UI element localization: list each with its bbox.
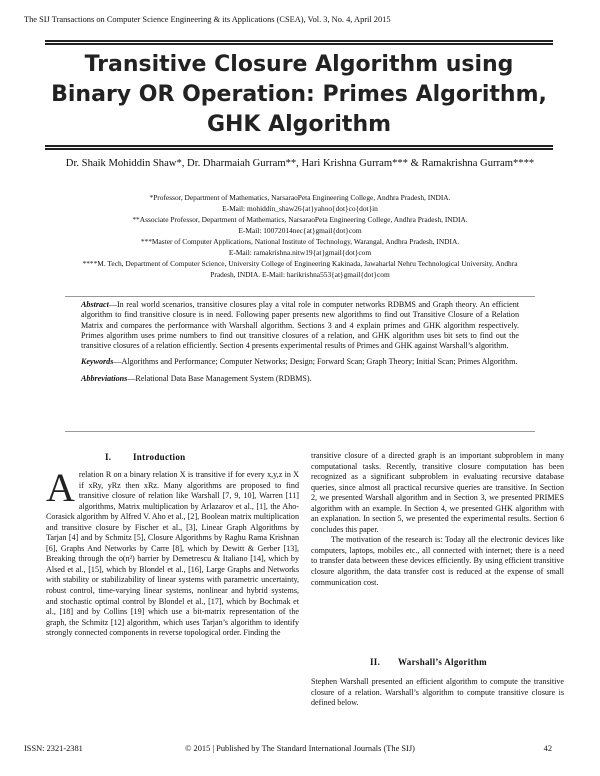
left-column — [46, 465, 299, 639]
affiliations — [70, 192, 530, 280]
warshall-paragraph-1: Stephen Warshall presented an efficient algorithm to compute the transitive closure of a relation. Warshall’s algorithm to compute transitive closure is defined below. — [311, 677, 564, 708]
keywords-text: —Algorithms and Performance; Computer Networks; Design; Forward Scan; Graph Theory; Initial Scan; Primes Algorithm. — [113, 357, 518, 367]
keywords — [81, 357, 519, 367]
section-heading-warshall — [370, 657, 487, 667]
drop-cap: A — [46, 465, 75, 510]
footer-issn: ISSN: 2321-2381 — [24, 744, 83, 753]
affiliation-3 — [70, 236, 530, 258]
abbreviations — [81, 374, 519, 384]
authors: Dr. Shaik Mohiddin Shaw*, Dr. Dharmaiah Gurram**, Hari Krishna Gurram*** & Ramakrishna Gurram**** — [65, 158, 535, 169]
abbreviations-text: —Relational Data Base Management System (RDBMS). — [127, 373, 312, 383]
affiliation-email: E-Mail: ramakrishna.nitw19{at}gmail{dot}com — [228, 248, 372, 257]
page-number: 42 — [543, 744, 552, 753]
intro-paragraph-3: The motivation of the research is: Today all the electronic devices like computers, laptops, mobiles etc., all connected with internet; there is a need to transfer data between these devices efficiently. By using efficient transitive closure algorithm, the data transfer cost is reduced at the expense of small communication cost. — [311, 535, 564, 587]
paper-title: Transitive Closure Algorithm using Binary OR Operation: Primes Algorithm, GHK Algorithm — [51, 52, 547, 137]
abstract-text: —In real world scenarios, transitive closures play a vital role in computer networks RDBMS and Graph theory. An efficient algorithm to find transitive closure is in need. Following paper presents new algorithms to find out Transitive Closure of a Relation Matrix and compares the performance with Warshall algorithm. Sections 3 and 4 explain primes and GHK algorithm respectively. Primes algorithm uses prime numbers to find out transitive closures of a relation, and GHK algorithm uses bit sets to find out the transitive closures of a relation efficiently. Section 4 presents experimental results of Primes and GHK against Warshall’s algorithm. — [81, 300, 519, 351]
intro-paragraph-1-text: relation R on a binary relation X is transitive if for every x,y,z in X if xRy, yRz then xRz. Many algorithms are proposed to find transitive closure of relation like Warshall [7, 9, 10], Warren [11] algorithms, Matrix multiplication by Arlazarov et al., [1], the Aho-Corasick algorithm by Alfred V. Aho et al., [2], Boolean matrix multiplication and transitive closure by Fischer et al., [3], Linear Graph Algorithms by Tarjan [4] and by Schmitz [5], Closure Algorithms by Raghu Rama Krishnan [6], Graphs And Networks by Carre [8], which by Dewitt & Gerber [13], Breaking through the o(n²) barrier by Demetrescu & Italiano [14], which by Alsed et al., [15], which by Blondel et al., [16], Large Graphs and Networks with stability or stabilizability of linear systems with parametric uncertainty, robust control, time-varying linear systems, nonlinear and hybrid systems, and stochastic optimal control by Blondel et al., [17], which by Bochmak et al., [18] and by Collins [19] which use a bit-matrix representation of the graph, the Schmitz [12] algorithm, which uses Tarjan’s algorithm to identify strongly connected components in reverse topological order. Finding the — [46, 470, 299, 638]
affiliation-email: E-Mail: mohiddin_shaw26{at}yahoo{dot}co{dot}in — [222, 204, 378, 213]
section-title: Introduction — [133, 452, 186, 462]
section-title: Warshall’s Algorithm — [398, 657, 487, 667]
affiliation-2 — [70, 214, 530, 236]
footer — [24, 744, 576, 753]
affiliation-1 — [70, 192, 530, 214]
section-heading-introduction — [105, 452, 185, 462]
abstract-box — [65, 296, 535, 432]
intro-paragraph-2: transitive closure of a directed graph is an important subproblem in many computational tasks. Recently, transitive closure computation has been recognized as a significant subproblem in evaluating recursive database queries, since almost all practical recursive queries are transitive. In Section 2, we presented Warshall algorithm and in Section 3, we presented PRIMES algorithm with an example. In Section 4, we presented GHK algorithm with an explanation. In section 5, we presented the experimental results. Section 6 concludes this paper. — [311, 451, 564, 534]
warshall-column — [311, 677, 564, 709]
abbreviations-label: Abbreviations — [81, 373, 128, 383]
title-box — [45, 40, 553, 150]
section-number: II. — [370, 657, 381, 667]
section-number: I. — [105, 452, 112, 462]
journal-header: The SIJ Transactions on Computer Science Engineering & its Applications (CSEA), Vol. 3, No. 4, April 2015 — [24, 15, 391, 24]
affiliation-4 — [70, 258, 530, 280]
keywords-label: Keywords — [81, 357, 114, 367]
affiliation-line: *Professor, Department of Mathematics, NarsaraoPeta Engineering College, Andhra Pradesh, INDIA. — [149, 193, 451, 202]
abstract — [81, 300, 519, 351]
intro-paragraph-1 — [46, 465, 299, 639]
affiliation-line: **Associate Professor, Department of Mathematics, NarsaraoPeta Engineering College, Andhra Pradesh, INDIA. — [132, 215, 468, 224]
abstract-label: Abstract — [81, 300, 109, 309]
affiliation-line: ***Master of Computer Applications, National Institute of Technology, Warangal, Andhra Pradesh, INDIA. — [140, 237, 460, 246]
right-column — [311, 451, 564, 588]
footer-publisher: © 2015 | Published by The Standard International Journals (The SIJ) — [185, 744, 415, 753]
affiliation-line: ****M. Tech, Department of Computer Science, University College of Engineering Kakinada, Jawaharlal Nehru Technological University, Andhra Pradesh, INDIA. E-Mail: harikrishna553{at}gmail{dot}com — [82, 259, 518, 279]
affiliation-email: E-Mail: 10072014nec{at}gmail{dot}com — [238, 226, 362, 235]
